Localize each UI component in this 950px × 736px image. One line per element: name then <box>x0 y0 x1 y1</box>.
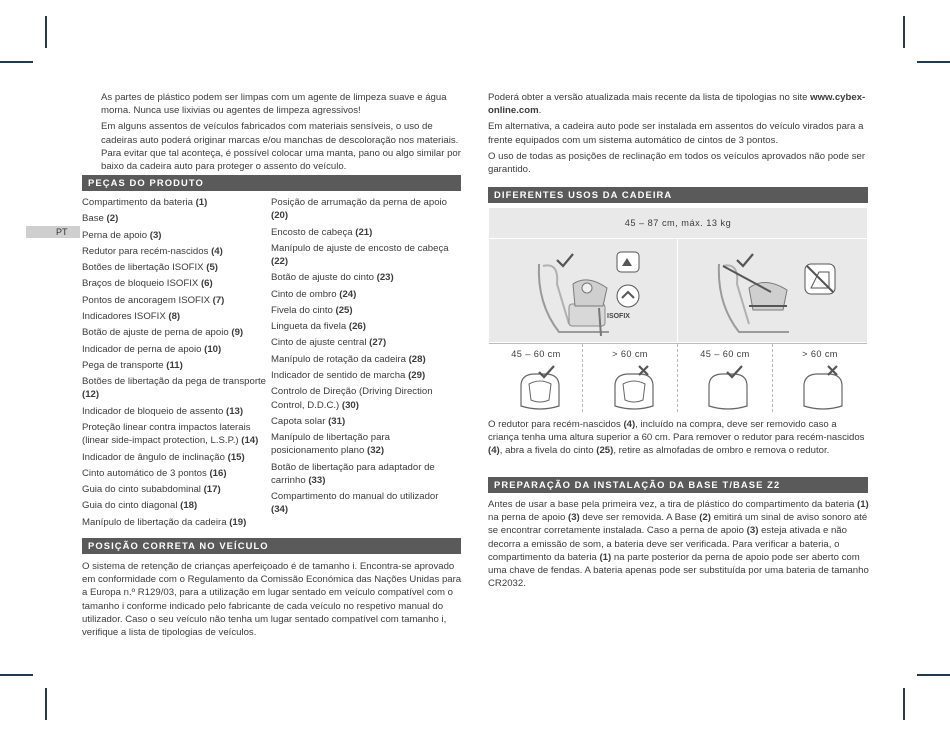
part-item: Indicadores ISOFIX (8) <box>82 311 181 323</box>
part-item: Manípulo de libertação para posicionamento plano (32) <box>271 432 390 457</box>
intro-paragraph: As partes de plástico podem ser limpas com um agente de limpeza suave e água morna. Nunca use lixivias ou agentes de limpeza agressivos! <box>101 92 447 117</box>
part-item: Manípulo de rotação da cadeira (28) <box>271 353 426 365</box>
cleaning-intro <box>101 91 463 176</box>
position-text <box>82 560 462 642</box>
part-item: Braços de bloqueio ISOFIX (6) <box>82 278 213 290</box>
alternative-paragraph: Em alternativa, a cadeira auto pode ser instalada em assentos do veículo virados para a frente equipados com um sistema automático de cintos de 3 pontos. <box>488 121 864 146</box>
part-item: Compartimento da bateria (1) <box>82 197 208 208</box>
part-item: Cinto de ombro (24) <box>271 288 357 300</box>
crop-mark <box>45 16 47 48</box>
website-link[interactable]: www.cybex-online.com <box>488 92 866 117</box>
crop-mark <box>45 688 47 720</box>
part-item: Proteção linear contra impactos laterais (linear side-impact protection, L.S.P.) (14) <box>82 422 259 447</box>
part-item: Perna de apoio (3) <box>82 229 162 241</box>
language-tab: PT <box>26 226 80 238</box>
part-item: Botão de ajuste de perna de apoio (9) <box>82 327 244 339</box>
install-paragraph: Antes de usar a base pela primeira vez, a tira de plástico do compartimento da bateria (1) na perna de apoio (3) deve ser removida. A Base (2) emitirá um sinal de aviso sonoro até se encontrar corretamente instalada. Caso a perna de apoio (3) esteja ativada e não decorra a emissão de som, a bateria deve ser verificada. Para verificar a bateria, o compartimento da bateria (1) na parte posterior da perna de apoio pode ser aberto com uma chave de fendas. A bateria apenas pode ser substituída por uma bateria de tamanho CR2032. <box>488 499 869 590</box>
parts-list-left <box>82 196 267 532</box>
crop-mark <box>0 61 33 63</box>
part-item: Manípulo de libertação da cadeira (19) <box>82 516 247 528</box>
part-item: Indicador de perna de apoio (10) <box>82 343 222 355</box>
install-text <box>488 498 870 593</box>
part-item: Base (2) <box>82 213 119 225</box>
position-paragraph: O sistema de retenção de crianças aperfeiçoado é de tamanho i. Encontra-se aprovado em conformidade com o Regulamento da Comissão Económica das Nações Unidas para a Europa n.º R129/03, para a utilização em lugar sentado em veículo compatível com o tamanho i conforme indicado pelo fabricante de cada veículo no respetivo manual do utilizador. Caso o seu veículo não tenha um lugar sentado compatível com tamanho i, verifique a lista de tipologias de veículos. <box>82 561 462 639</box>
section-header-uses: DIFERENTES USOS DA CADEIRA <box>488 187 868 203</box>
part-item: Redutor para recém-nascidos (4) <box>82 245 223 257</box>
uses-panel <box>489 208 867 342</box>
part-item: Pontos de ancoragem ISOFIX (7) <box>82 294 225 306</box>
typology-info <box>488 91 868 179</box>
part-item: Guia do cinto subabdominal (17) <box>82 484 221 496</box>
part-item: Posição de arrumação da perna de apoio (20) <box>271 197 448 222</box>
part-item: Indicador de bloqueio de assento (13) <box>82 405 244 417</box>
size-label: > 60 cm <box>612 349 648 359</box>
part-item: Indicador de sentido de marcha (29) <box>271 370 426 382</box>
crop-mark <box>903 688 905 720</box>
reducer-pictograms <box>489 364 867 414</box>
size-label: 45 – 60 cm <box>511 349 561 359</box>
belt-install-illustration <box>709 244 849 340</box>
crop-mark <box>917 674 950 676</box>
part-item: Cinto automático de 3 pontos (16) <box>82 467 227 479</box>
part-item: Guia do cinto diagonal (18) <box>82 500 198 512</box>
size-label: 45 – 60 cm <box>700 349 750 359</box>
part-item: Manípulo de ajuste de encosto de cabeça (22) <box>271 242 449 267</box>
crop-mark <box>903 16 905 48</box>
size-range-label: 45 – 87 cm, máx. 13 kg <box>624 218 732 228</box>
part-item: Controlo de Direção (Driving Direction Control, D.D.C.) (30) <box>271 386 433 411</box>
reducer-off-cross-icon <box>804 366 842 409</box>
part-item: Fivela do cinto (25) <box>271 304 353 316</box>
isofix-label: ISOFIX <box>607 313 630 320</box>
part-item: Compartimento do manual do utilizador (34) <box>271 491 439 516</box>
reducer-off-check-icon <box>709 366 747 409</box>
recline-paragraph: O uso de todas as posições de reclinação em todos os veículos aprovados não pode ser garantido. <box>488 150 866 176</box>
part-item: Botão de ajuste do cinto (23) <box>271 272 394 284</box>
part-item: Pega de transporte (11) <box>82 359 183 371</box>
crop-mark <box>0 674 33 676</box>
reducer-text <box>488 418 868 461</box>
parts-list-right <box>271 196 457 520</box>
reducer-on-cross-icon <box>615 366 653 409</box>
part-item: Capota solar (31) <box>271 415 346 427</box>
reducer-on-check-icon <box>521 366 559 409</box>
section-header-parts: PEÇAS DO PRODUTO <box>82 175 461 191</box>
part-item: Encosto de cabeça (21) <box>271 226 373 238</box>
part-item: Botões de libertação da pega de transporte (12) <box>82 376 267 401</box>
section-header-position: POSIÇÃO CORRETA NO VEÍCULO <box>82 538 461 554</box>
typology-paragraph: Poderá obter a versão atualizada mais recente da lista de tipologias no site www.cybex-online.com. <box>488 92 866 117</box>
size-label: > 60 cm <box>802 349 838 359</box>
intro-paragraph: Em alguns assentos de veículos fabricados com materiais sensíveis, o uso de cadeiras auto poderá originar marcas e/ou manchas de descoloração nos materiais. Para evitar que tal aconteça, é possível colocar uma manta, pano ou algo similar por baixo da cadeira auto para proteger o assento do veículo. <box>101 121 461 173</box>
part-item: Botões de libertação ISOFIX (5) <box>82 262 218 274</box>
part-item: Indicador de ângulo de inclinação (15) <box>82 451 245 463</box>
crop-mark <box>917 61 950 63</box>
part-item: Lingueta da fivela (26) <box>271 321 366 333</box>
reducer-paragraph: O redutor para recém-nascidos (4), incluído na compra, deve ser removido caso a criança tenha uma altura superior a 60 cm. Para remover o redutor para recém-nascidos (4), abra a fivela do cinto (25), retire as almofadas de ombro e remova o redutor. <box>488 419 865 457</box>
isofix-install-illustration <box>529 244 669 340</box>
part-item: Cinto de ajuste central (27) <box>271 337 387 349</box>
part-item: Botão de libertação para adaptador de carrinho (33) <box>271 461 435 486</box>
section-header-install: PREPARAÇÃO DA INSTALAÇÃO DA BASE T/BASE Z2 <box>488 477 868 493</box>
